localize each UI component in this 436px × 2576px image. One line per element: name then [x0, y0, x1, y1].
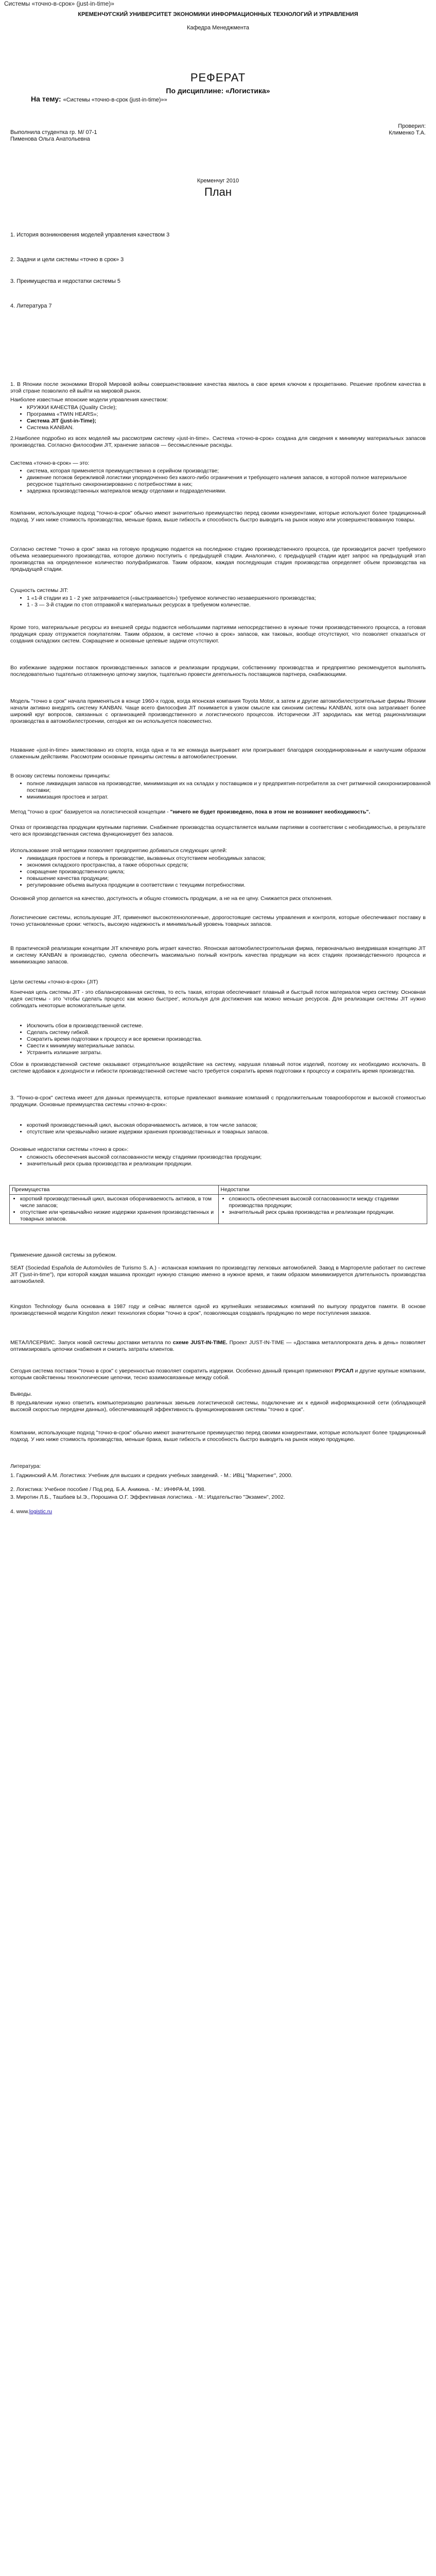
paragraph-text: и другие крупные компании, которым свойственны технологические цепочки, тесно взаимосвязанные между собой.	[10, 1368, 426, 1381]
list-item: • ликвидация простоев и потерь в производстве, вызванных отсутствием необходимых запасов;	[27, 855, 433, 862]
comparison-table	[9, 1185, 427, 1224]
bullet-list	[19, 781, 433, 801]
paragraph: Основные недостатки системы «точно в срок»:	[10, 1146, 129, 1153]
list-item: • задержка производственных материалов между отделами и подразделениями.	[27, 488, 433, 495]
plan-item: 3. Преимущества и недостатки системы 5	[10, 278, 121, 284]
paragraph: Kingston Technology была основана в 1987 году и сейчас является одной из крупнейших независимых компаний по выпуску продуктов памяти. В основе производственной модели Kingston лежит технология сборки "точно в срок", позволяющая создавать продукцию по мере поступления заказов.	[10, 1303, 426, 1316]
author-line-2: Пименова Ольга Анатольевна	[10, 136, 90, 142]
paragraph: Отказ от производства продукции крупными партиями. Снабжение производства осуществляется малыми партиями в соответствии с необходимостью, в результате чего вся производственная система функционирует без запасов.	[10, 824, 426, 837]
paragraph: Применение данной системы за рубежом.	[10, 1252, 117, 1258]
list-item: • значительный риск срыва производства и реализации продукции.	[27, 1161, 433, 1167]
paragraph: Использование этой методики позволяет предприятию добиваться следующих целей:	[10, 848, 227, 854]
bullet-list	[19, 404, 433, 431]
paragraph: Сбои в производственной системе оказывают отрицательное воздействие на систему, нарушая плавный поток изделий, поэтому их необходимо исключать. В системе вдобавок к доходности и гибкости производственной системе часто требуется сократить время подготовки к процессу и сократить время производства.	[10, 1061, 426, 1074]
table-header-cell: Преимущества	[10, 1185, 219, 1195]
list-item: • сложность обеспечения высокой согласованности между стадиями производства продукции;	[27, 1154, 433, 1161]
bullet-list	[19, 855, 433, 889]
list-item: • сокращение производственного цикла;	[27, 869, 433, 875]
list-item: • сложность обеспечения высокой согласованности между стадиями производства продукции;	[229, 1196, 425, 1209]
bullet-list	[19, 1023, 433, 1056]
list-item: • система, которая применяется преимущественно в серийном производстве;	[27, 468, 433, 474]
paragraph: Во избежание задержки поставок производственных запасов и реализации продукции, собственнику производства и предприятию рекомендуется выполнять последовательно тщательно отлаженную цепочку закупок, тщательно провести деятельность поставщиков партнера, снабжающими.	[10, 665, 426, 677]
paragraph	[10, 1340, 426, 1353]
literature-item: 3. Миротин Л.Б., Ташбаев Ы.Э., Порошина О.Г. Эффективная логистика. - М.: Издательство "Экзамен", 2002.	[10, 1494, 285, 1500]
list-item: • экономия складского пространства, а также оборотных средств;	[27, 862, 433, 869]
plan-item: 4. Литература 7	[10, 303, 52, 309]
list-item: • короткий производственный цикл, высокая оборачиваемость активов, в том числе запасов;	[27, 1122, 433, 1129]
list-item: • короткий производственный цикл, высокая оборачиваемость активов, в том числе запасов;	[20, 1196, 216, 1209]
literature-item: 2. Логистика: Учебное пособие / Под ред. Б.А. Аникина. - М.: ИНФРА-М, 1998.	[10, 1486, 206, 1493]
paragraph: Основной упор делается на качество, доступность и общую стоимость продукции, а не на ее цену. Снижается риск отклонения.	[10, 895, 333, 902]
paragraph: Компании, использующие подход "точно-в-срок" обычно имеют значительное преимущество перед своими конкурентами, которые используют более традиционный подход. У них ниже стоимость производства, меньше брака, выше гибкость и способность быстро выводить на рынок новую продукцию.	[10, 1430, 426, 1443]
bullet-list	[19, 595, 433, 608]
paragraph: В основу системы положены принципы:	[10, 773, 111, 779]
bullet-list	[19, 1122, 433, 1136]
literature-item: 1. Гаджинский А.М. Логистика: Учебник для высших и средних учебных заведений. - М.: ИВЦ "Маркетинг", 2000.	[10, 1472, 293, 1479]
university-name: КРЕМЕНЧУГСКИЙ УНИВЕРСИТЕТ ЭКОНОМИКИ ИНФОРМАЦИОННЫХ ТЕХНОЛОГИЙ И УПРАВЛЕНИЯ	[78, 11, 358, 18]
list-item: • Система JIT (just-in-Time);	[27, 418, 433, 425]
table-cell	[218, 1195, 427, 1224]
list-item: • Сделать систему гибкой.	[27, 1029, 433, 1036]
paragraph: Выводы.	[10, 1391, 32, 1397]
checker-name: Клименко Т.А.	[389, 130, 426, 136]
paragraph	[10, 809, 426, 816]
list-item: • 1 - 3 — 3-й стадии по стоп отправкой к материальных ресурсах в требуемом количестве.	[27, 602, 433, 608]
paragraph: Наиболее известные японские модели управления качеством:	[10, 397, 168, 403]
paragraph: 1. В Японии после экономики Второй Мировой войны совершенствование качества явилось в свое время ключом к процветанию. Решение проблем качества в этой стране позволило ей выйти на мировой рынок.	[10, 381, 426, 394]
topic-name: «Системы «точно-в-срок (just-in-time)»»	[63, 97, 167, 103]
paragraph: В практической реализации концепции JIT ключевую роль играет качество. Японская автомобилестроительная фирма, первоначально внедрившая концепцию JIT и систему KANBAN в производство, сумела обеспечить максимально полный контроль качества продукции на всех стадиях производственного процесса и минимизацию запасов.	[10, 945, 426, 965]
list-item: • полное ликвидация запасов на производстве, минимизация их на складах у поставщиков и у предприятия-потребителя за счет ритмичной синхронизированной поставки;	[27, 781, 433, 794]
paragraph-text: Метод "точно в срок" базируется на логистической концепции -	[10, 809, 169, 815]
discipline-name: «Логистика»	[225, 87, 270, 95]
paragraph: Система «точно-в-срок» — это:	[10, 460, 90, 466]
discipline-prefix: По дисциплине:	[166, 87, 224, 95]
literature-heading: Литература:	[10, 1463, 41, 1469]
table-header-row	[10, 1185, 427, 1195]
topic-prefix: На тему:	[31, 95, 61, 103]
paragraph: Кроме того, материальные ресурсы из внешней среды подаются небольшими партиями непосредственно в нужные точки производственного процесса, а готовая продукция сразу отгружается покупателям. Таким образом, в системе «точно в срок» запасов, как таковых, вообще отсутствуют, что позволяет отказаться от создания складских систем. Сокращение и основные целевые задачи отсутствуют.	[10, 624, 426, 644]
literature-prefix: 4. www.	[10, 1509, 29, 1515]
paragraph: Сущность системы JIT:	[10, 587, 68, 594]
list-item: • Сократить время подготовки к процессу и все времени производства.	[27, 1036, 433, 1043]
list-item: • Устранить излишние затраты.	[27, 1049, 433, 1056]
paragraph	[10, 1368, 426, 1381]
plan-item: 1. История возникновения моделей управления качеством 3	[10, 232, 170, 238]
list-item: • Свести к минимуму материальные запасы.	[27, 1043, 433, 1049]
bullet-list	[12, 1196, 216, 1223]
paragraph: SEAT (Sociedad Española de Automóviles de Turismo S. A.) - испанская компания по производству легковых автомобилей. Завод в Марторелле работает по системе JIT ("just-in-time"), при которой каждая машина проходит нужную станцию именно в нужное время, и таким образом минимизируется длительность производства автомобилей.	[10, 1265, 426, 1284]
department-name: Кафедра Менеджмента	[186, 25, 250, 31]
paragraph-text: Сегодня система поставок "точно в срок" с уверенностью позволяет сократить издержки. Особенно данный принцип применяют	[10, 1368, 334, 1374]
paragraph-emphasis: РУСАЛ	[335, 1368, 354, 1374]
literature-item	[10, 1509, 426, 1515]
city-year: Кременчуг 2010	[197, 178, 239, 184]
bullet-list	[221, 1196, 425, 1216]
literature-link[interactable]: logistic.ru	[29, 1509, 53, 1515]
paragraph: Логистические системы, использующие JIT, применяют высокотехнологичные, дорогостоящие системы управления и контроля, которые обеспечивают поставку в точно установленные сроки: четкость, высокую надежность и минимальный уровень товарных запасов.	[10, 914, 426, 927]
list-item: • минимизация простоев и затрат.	[27, 794, 433, 801]
list-item: • КРУЖКИ КАЧЕСТВА (Quality Circle);	[27, 404, 433, 411]
discipline-line	[0, 87, 436, 95]
paragraph: Модель "точно в срок" начала применяться в конце 1960-х годов, когда японская компания Toyota Motor, а затем и другие автомобилестроительные фирмы Японии начали активно внедрять систему KANBAN. Чаще всего философия JIT понимается в узком смысле как синоним системы KANBAN, хотя она затрагивает более широкий круг вопросов, связанных с организацией производственного и логистического процессов. Исторически JIT зародилась как метод рационализации производства в автомобилестроении, сегодня же он используется повсеместно.	[10, 698, 426, 724]
bullet-list	[19, 1154, 433, 1167]
checker-label: Проверил:	[398, 123, 426, 129]
document-title: Системы «точно-в-срок» (just-in-time)»	[4, 0, 114, 7]
list-item: • Исключить сбои в производственной системе.	[27, 1023, 433, 1029]
paragraph-text: МЕТАЛЛСЕРВИС. Запуск новой системы доставки металла по	[10, 1340, 171, 1346]
paragraph-emphasis: "ничего не будет произведено, пока в этом не возникнет необходимость".	[170, 809, 371, 815]
paragraph: Цели системы «точно-в-срок» (JIT)	[10, 979, 98, 985]
topic-line	[31, 95, 167, 103]
report-title: РЕФЕРАТ	[190, 71, 246, 84]
list-item: • движение потоков бережливой логистики упорядоченно без какого-либо ограничения и требующего наличия запасов, в которой полное материальное ресурсное тщательно синхронизированно с потребностями в них;	[27, 474, 433, 488]
author-line-1: Выполнила студентка гр. М/ 07-1	[10, 129, 97, 135]
list-item: • Система KANBAN.	[27, 425, 433, 431]
paragraph: Название «just-in-time» заимствовано из спорта, когда одна и та же команда выигрывает или проигрывает благодаря скоординированным и наилучшим образом слаженным действиям. Рассмотрим основные принципы системы в автомобилестроении.	[10, 747, 426, 760]
paragraph: Компании, использующие подход "точно-в-срок" обычно имеют значительно преимущество перед своими конкурентами, которые используют более традиционный подход. У них ниже стоимость производства, меньше брака, выше гибкость и способность быстро выводить на рынок новую или усовершенствованную товары.	[10, 510, 426, 523]
paragraph-text: Проект JUST-IN-TIME — «Доставка металлопроката день в день» позволяет оптимизировать цепочки снабжения и снизить затраты клиентов.	[10, 1340, 426, 1352]
list-item: • значительный риск срыва производства и реализации продукции.	[229, 1209, 425, 1216]
bullet-list	[19, 468, 433, 495]
list-item: • повышение качества продукции;	[27, 875, 433, 882]
list-item: • отсутствие или чрезвычайно низкие издержки хранения производственных и товарных запасов.	[27, 1129, 433, 1136]
paragraph: В предъявлении нужно ответить компьютеризацию различных звеньев логистической системы, подключение их к единой информационной сети (обладающей высокой скоростью передачи данных), обеспечивающей эффективность функционирования системы "точно в срок".	[10, 1400, 426, 1413]
paragraph: Конечная цель системы JIT - это сбалансированная система, то есть такая, которая обеспечивает плавный и быстрый поток материалов через систему. Основная идея системы - это 'чтобы сделать процесс как можно быстрее', используя для достижения как можно меньше ресурсов. Для реализации системы JIT нужно соблюдать некоторые вспомогательные цели.	[10, 989, 426, 1009]
paragraph-emphasis: схеме JUST-IN-TIME.	[172, 1340, 228, 1346]
list-item: • Программа «TWIN HEARS»;	[27, 411, 433, 418]
table-header-cell: Недостатки	[218, 1185, 427, 1195]
list-item: • 1 «1-й стадии из 1 - 2 уже затрачивается («выстраивается») требуемое количество незавершенного производства;	[27, 595, 433, 602]
paragraph: 2.Наиболее подробно из всех моделей мы рассмотрим систему «just-in-time». Система «точно-в-срок» создана для сведения к минимуму материальных запасов производства. Согласно философии JIT, хранение запасов — бессмысленные расходы.	[10, 435, 426, 448]
paragraph: 3. "Точно-в-срок" система имеет для данных преимуществ, которые привлекают внимание компаний с продолжительным товарооборотом и высокой стоимостью продукции. Основные преимущества системы «точно-в-срок»:	[10, 1095, 426, 1108]
table-cell	[10, 1195, 219, 1224]
plan-heading: План	[204, 185, 232, 198]
paragraph: Согласно системе "точно в срок" заказ на готовую продукцию подается на последнюю стадию производственного процесса, где производится расчет требуемого объема незавершенного производства, которое должно поступить с предыдущей стадии. Аналогично, с предыдущей стадии идет запрос на предыдущий этап производства на определенное количество полуфабрикатов. Таким образом, каждая последующая стадия производства определяет объем производства на предыдущей стадии.	[10, 546, 426, 572]
list-item: • регулирование объема выпуска продукции в соответствии с текущими потребностями.	[27, 882, 433, 889]
plan-item: 2. Задачи и цели системы «точно в срок» 3	[10, 257, 124, 263]
table-row	[10, 1195, 427, 1224]
list-item: • отсутствие или чрезвычайно низкие издержки хранения производственных и товарных запасов.	[20, 1209, 216, 1223]
